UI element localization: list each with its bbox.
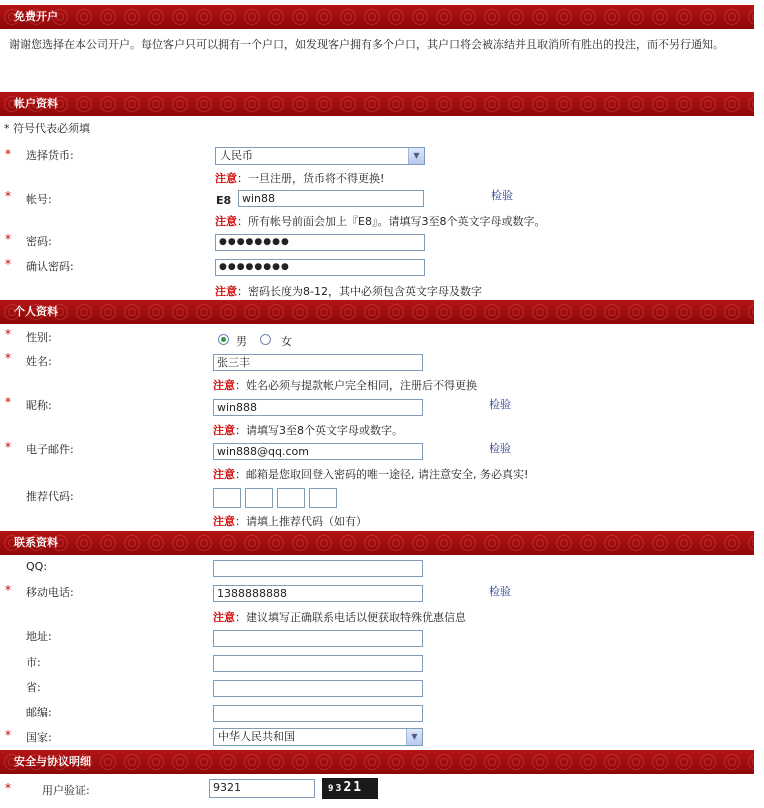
province-input[interactable] <box>213 680 423 697</box>
section-header-account-info: 帐户资料 <box>0 92 754 116</box>
currency-label: 选择货币: <box>26 149 74 162</box>
country-select[interactable] <box>213 728 423 746</box>
gender-label: 性别: <box>26 331 52 344</box>
gender-female-radio[interactable] <box>260 334 271 345</box>
zip-label: 邮编: <box>26 706 52 719</box>
nickname-input[interactable]: win888 <box>213 399 423 416</box>
required-star: * <box>5 189 11 203</box>
required-hint: * 符号代表必须填 <box>4 122 90 135</box>
chevron-down-icon[interactable]: ▼ <box>408 148 424 164</box>
country-label: 国家: <box>26 731 52 744</box>
section-header-open-account: 免费开户 <box>0 5 754 29</box>
country-selected-value: 中华人民共和国 <box>218 730 295 743</box>
section-header-security: 安全与协议明细 <box>0 750 754 774</box>
username-label: 帐号: <box>26 193 52 206</box>
required-star: * <box>5 728 11 742</box>
qq-input[interactable] <box>213 560 423 577</box>
required-star: * <box>5 781 11 795</box>
password-input[interactable]: ●●●●●●●● <box>215 234 425 251</box>
section-header-personal-info: 个人资料 <box>0 300 754 324</box>
confirm-password-input[interactable]: ●●●●●●●● <box>215 259 425 276</box>
province-label: 省: <box>26 681 41 694</box>
referral-label: 推荐代码: <box>26 490 74 503</box>
required-star: * <box>5 257 11 271</box>
chevron-down-icon[interactable]: ▼ <box>406 729 422 745</box>
name-note: 注意：姓名必须与提款帐户完全相同，注册后不得更换 <box>213 379 477 392</box>
name-label: 姓名: <box>26 355 52 368</box>
address-input[interactable] <box>213 630 423 647</box>
email-label: 电子邮件: <box>26 443 74 456</box>
captcha-image: 9321 <box>322 778 378 799</box>
nickname-label: 昵称: <box>26 399 52 412</box>
nickname-note: 注意：请填写3至8个英文字母或数字。 <box>213 424 403 437</box>
username-input[interactable]: win88 <box>238 190 424 207</box>
username-check-link[interactable]: 检验 <box>491 189 513 202</box>
referral-code-input-2[interactable] <box>245 488 273 508</box>
city-input[interactable] <box>213 655 423 672</box>
mobile-check-link[interactable]: 检验 <box>489 585 511 598</box>
captcha-label: 用户验证: <box>42 784 90 797</box>
captcha-input[interactable]: 9321 <box>209 779 315 798</box>
gender-male-label: 男 <box>236 335 247 348</box>
currency-selected-value: 人民币 <box>220 149 253 162</box>
section-header-contact-info: 联系资料 <box>0 531 754 555</box>
mobile-note: 注意：建议填写正确联系电话以便获取特殊优惠信息 <box>213 611 466 624</box>
gender-female-label: 女 <box>281 335 292 348</box>
required-star: * <box>5 583 11 597</box>
name-input[interactable]: 张三丰 <box>213 354 423 371</box>
gender-male-radio[interactable] <box>218 334 229 345</box>
nickname-check-link[interactable]: 检验 <box>489 398 511 411</box>
confirm-password-label: 确认密码: <box>26 260 74 273</box>
required-star: * <box>5 327 11 341</box>
required-star: * <box>5 232 11 246</box>
email-note: 注意：邮箱是您取回登入密码的唯一途径, 请注意安全, 务必真实! <box>213 468 529 481</box>
password-note: 注意：密码长度为8-12，其中必须包含英文字母及数字 <box>215 285 482 298</box>
required-star: * <box>5 395 11 409</box>
password-label: 密码: <box>26 235 52 248</box>
currency-select[interactable] <box>215 147 425 165</box>
referral-code-input-4[interactable] <box>309 488 337 508</box>
mobile-input[interactable]: 1388888888 <box>213 585 423 602</box>
address-label: 地址: <box>26 630 52 643</box>
currency-note: 注意：一旦注册，货币将不得更换! <box>215 172 385 185</box>
zip-input[interactable] <box>213 705 423 722</box>
referral-code-input-3[interactable] <box>277 488 305 508</box>
username-prefix: E8 <box>216 194 232 207</box>
email-input[interactable]: win888@qq.com <box>213 443 423 460</box>
intro-text: 谢谢您选择在本公司开户。每位客户只可以拥有一个户口，如发现客户拥有多个户口，其户口将会被冻结并且取消所有胜出的投注，而不另行通知。 <box>9 38 724 51</box>
email-check-link[interactable]: 检验 <box>489 442 511 455</box>
city-label: 市: <box>26 656 41 669</box>
referral-note: 注意：请填上推荐代码（如有） <box>213 515 367 528</box>
qq-label: QQ: <box>26 560 48 573</box>
required-star: * <box>5 440 11 454</box>
referral-code-input-1[interactable] <box>213 488 241 508</box>
required-star: * <box>5 147 11 161</box>
required-star: * <box>5 351 11 365</box>
username-note: 注意：所有帐号前面会加上『E8』。请填写3至8个英文字母或数字。 <box>215 215 546 228</box>
mobile-label: 移动电话: <box>26 586 74 599</box>
